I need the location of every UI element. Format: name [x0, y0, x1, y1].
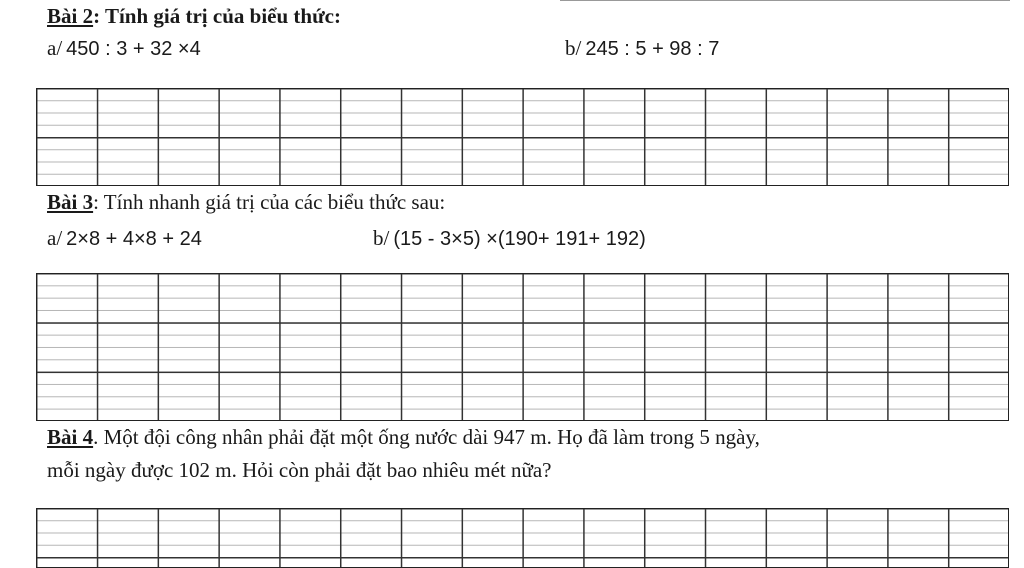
bai3-part-b	[373, 226, 646, 251]
answer-grid-3	[36, 508, 1009, 568]
bai3-heading	[47, 190, 445, 215]
bai2-title: : Tính giá trị của biểu thức:	[93, 4, 341, 28]
bai3-b-prefix: b/	[373, 226, 390, 250]
bai2-part-a	[47, 36, 201, 61]
bai2-b-expression: 245 : 5 + 98 : 7	[585, 38, 720, 60]
bai2-a-expression: 450 : 3 + 32 ×4	[66, 38, 201, 60]
bai4-text-1: . Một đội công nhân phải đặt một ống nước dài 947 m. Họ đã làm trong 5 ngày,	[93, 425, 760, 449]
top-divider	[560, 0, 1010, 1]
bai3-a-prefix: a/	[47, 226, 63, 250]
answer-grid-2	[36, 273, 1009, 421]
bai3-b-expression: (15 - 3×5) ×(190+ 191+ 192)	[393, 228, 646, 250]
bai3-title: : Tính nhanh giá trị của các biểu thức sau:	[93, 190, 446, 214]
bai4-line-2: mỗi ngày được 102 m. Hỏi còn phải đặt bao nhiêu mét nữa?	[47, 458, 552, 482]
bai3-a-expression: 2×8 + 4×8 + 24	[66, 228, 202, 250]
bai2-label: Bài 2	[47, 4, 94, 28]
bai2-b-prefix: b/	[565, 36, 582, 60]
bai3-label: Bài 3	[47, 190, 94, 214]
bai3-part-a	[47, 226, 202, 251]
bai2-a-prefix: a/	[47, 36, 63, 60]
bai2-heading	[47, 4, 341, 29]
bai4-label: Bài 4	[47, 425, 94, 449]
bai2-part-b	[565, 36, 719, 61]
bai4-line-1	[47, 425, 760, 450]
answer-grid-1	[36, 88, 1009, 186]
